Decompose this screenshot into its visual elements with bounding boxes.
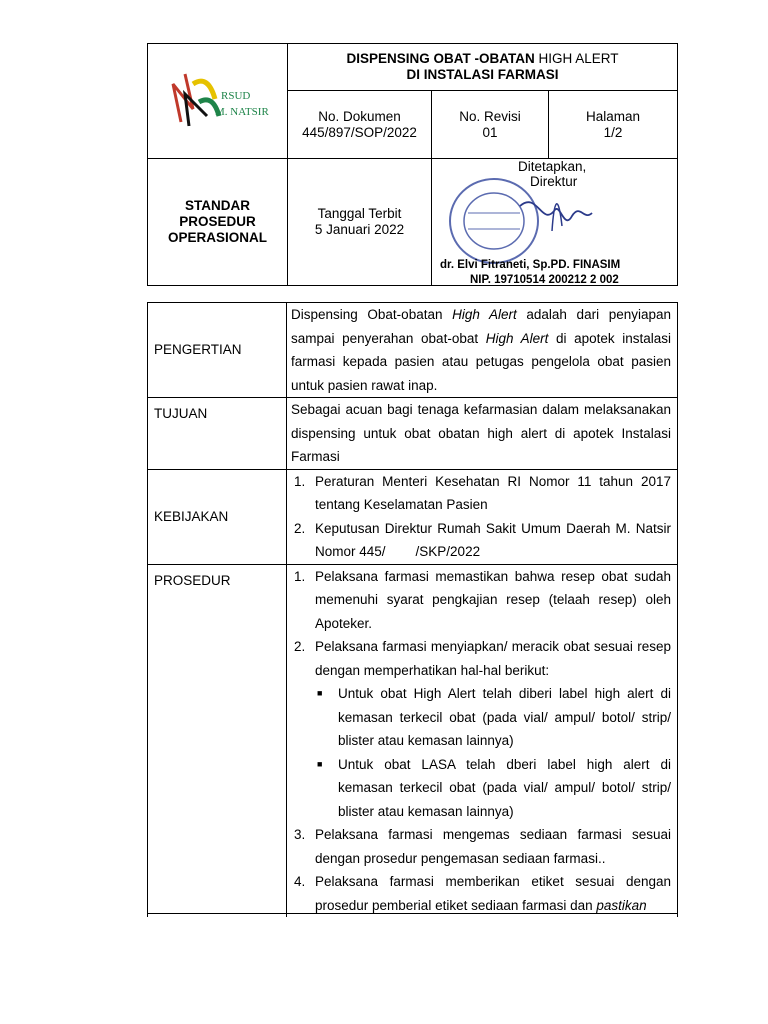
label-pengertian: PENGERTIAN <box>148 303 287 398</box>
approval-cell <box>432 159 678 286</box>
hospital-logo <box>163 54 273 144</box>
page-label: Halaman <box>585 108 641 124</box>
page-cell <box>549 91 678 159</box>
revision-value: 01 <box>482 124 498 140</box>
signer-nip: NIP. 19710514 200212 2 002 <box>470 274 619 285</box>
logo-text-2: M. NATSIR <box>214 106 269 118</box>
issue-date-value: 5 Januari 2022 <box>314 222 405 237</box>
sop-line3: OPERASIONAL <box>167 230 267 245</box>
list-item: 4. Pelaksana farmasi memberikan etiket sesuai dengan prosedur pemberial etiket sediaan farmasi dan pastikan <box>294 874 671 913</box>
bullet-item: ■ Untuk obat High Alert telah diberi label high alert di kemasan terkecil obat (pada vial/ ampul/ botol/ strip/ blister atau kemasan lainnya) <box>317 686 671 748</box>
sop-header-table <box>147 43 678 286</box>
sop-label-cell <box>148 159 288 286</box>
approval-label: Ditetapkan, <box>518 159 587 174</box>
list-item: 1. Peraturan Menteri Kesehatan RI Nomor 11 tahun 2017 tentang Keselamatan Pasien <box>294 473 671 512</box>
revision-cell <box>432 91 549 159</box>
label-tujuan: TUJUAN <box>148 398 287 470</box>
sop-line2: PROSEDUR <box>179 214 256 229</box>
page-value: 1/2 <box>603 124 623 140</box>
sop-content-table <box>147 302 678 917</box>
revision-label: No. Revisi <box>459 108 521 124</box>
table-bottom-border <box>147 913 677 914</box>
hospital-logo-cell <box>148 44 288 159</box>
list-item: 1. Pelaksana farmasi memastikan bahwa resep obat sudah memenuhi syarat pengkajian resep (telaah resep) oleh Apoteker. <box>294 568 671 631</box>
doc-number-cell <box>288 91 432 159</box>
approval-title: Direktur <box>530 174 578 189</box>
logo-text-1: RSUD <box>220 90 250 102</box>
list-item: 3. Pelaksana farmasi mengemas sediaan farmasi sesuai dengan prosedur pengemasan sediaan farmasi.. <box>294 827 671 866</box>
list-item: 2. Pelaksana farmasi menyiapkan/ meracik obat sesuai resep dengan memperhatikan hal-hal berikut: ■ Untuk obat High Alert telah diberi label high alert di kemasan terkecil obat (pada vial/ ampul/ botol/ strip/ blister atau kemasan lainnya) ■ Untuk obat LASA telah dberi label high alert di kemasan terkecil obat (pada vial/ ampul/ botol/ strip/ blister atau kemasan lainnya) <box>291 635 671 823</box>
content-tujuan: Sebagai acuan bagi tenaga kefarmasian dalam melaksanakan dispensing untuk obat obatan high alert di apotek Instalasi Farmasi <box>287 398 678 470</box>
document-title <box>288 44 678 91</box>
issue-date-cell <box>288 159 432 286</box>
sop-line1: STANDAR <box>185 198 250 213</box>
title-line2: DI INSTALASI FARMASI <box>406 67 559 82</box>
label-prosedur: PROSEDUR <box>148 564 287 917</box>
doc-number-value: 445/897/SOP/2022 <box>302 124 417 140</box>
content-kebijakan <box>287 469 678 564</box>
signer-name: dr. Elvi Fitraneti, Sp.PD. FINASIM <box>440 259 621 271</box>
content-prosedur <box>287 564 678 917</box>
bullet-item: ■ Untuk obat LASA telah dberi label high alert di kemasan terkecil obat (pada vial/ ampul/ botol/ strip/ blister atau kemasan lainnya) <box>317 756 671 819</box>
label-kebijakan: KEBIJAKAN <box>148 469 287 564</box>
content-pengertian: Dispensing Obat-obatan High Alert adalah dari penyiapan sampai penyerahan obat-obat High Alert di apotek instalasi farmasi kepada pasien atau petugas pengelola obat pasien untuk pasien rawat inap. <box>287 303 678 398</box>
title-bold: DISPENSING OBAT -OBATAN <box>346 51 535 66</box>
issue-date-label: Tanggal Terbit <box>317 206 402 221</box>
doc-number-label: No. Dokumen <box>318 108 401 124</box>
title-highlight: HIGH ALERT <box>538 51 619 66</box>
list-item: 2. Keputusan Direktur Rumah Sakit Umum Daerah M. Natsir Nomor 445/ /SKP/2022 <box>294 520 675 559</box>
